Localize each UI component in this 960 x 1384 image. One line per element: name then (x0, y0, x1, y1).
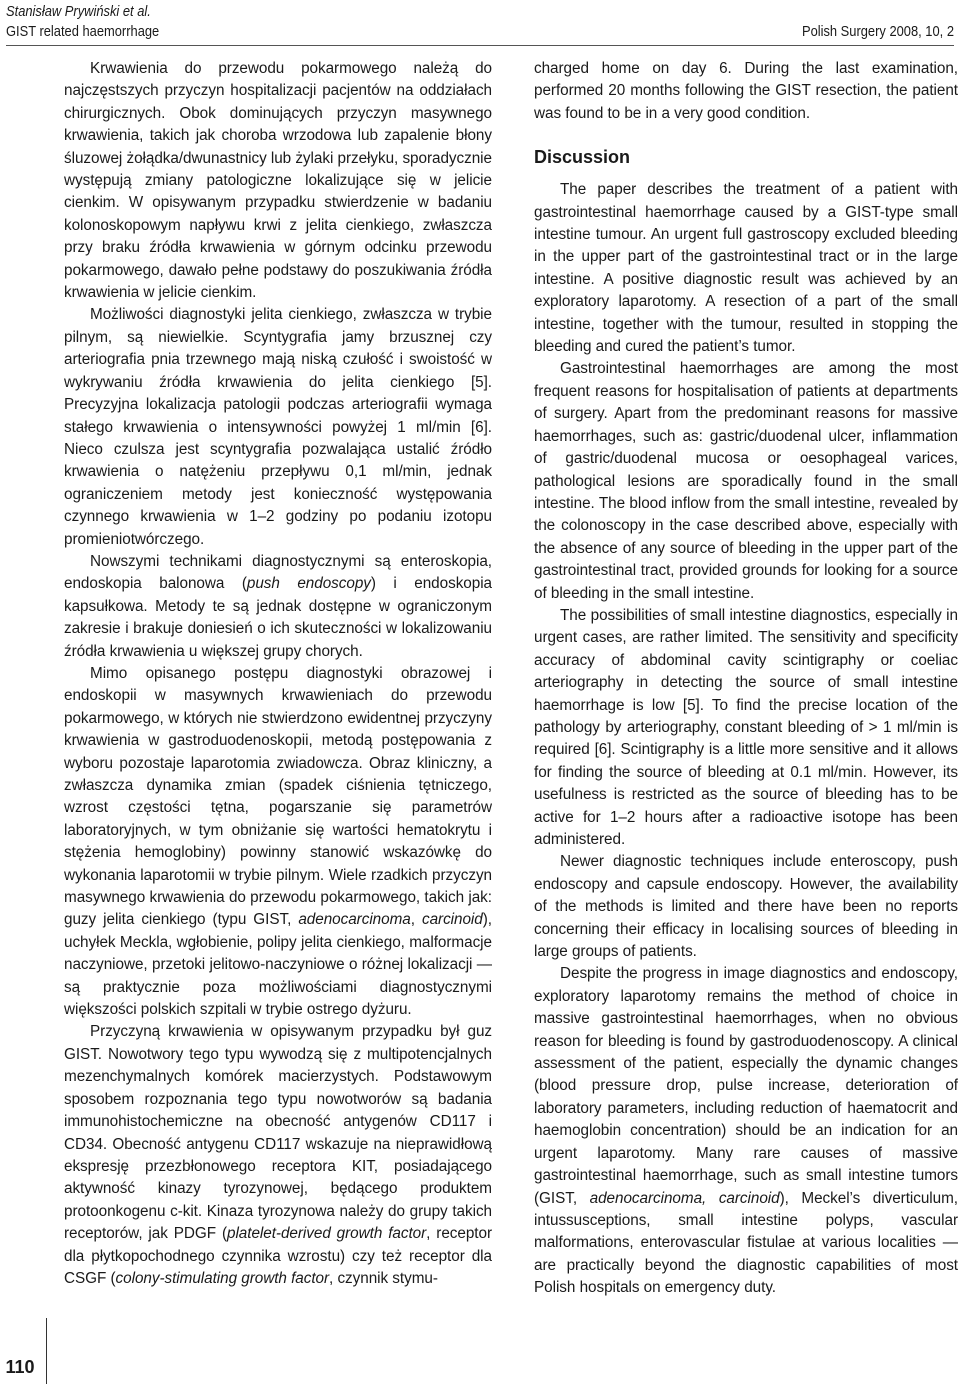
text-run: ), uchyłek Meckla, wgłobienie, polipy jelita cienkiego, malformacje naczyniowe, przetoki jelitowo-naczyniowe o różnej lokalizacji — są praktycznie poza możliwościami diagnostycznymi większości polskich szpitali w trybie ostrego dyżuru. (64, 911, 492, 1019)
text-run: Mimo opisanego postępu diagnostyki obrazowej i endoskopii w masywnych krwawieniach do przewodu pokarmowego, w których nie stwierdzono ewidentnej przyczyny krwawienia w gastroduodenoskopii, metodą postępowania z wyboru pozostaje laparotomia zwiadowcza. Obraz kliniczny, a zwłaszcza dynamika zmian (spadek ciśnienia tętniczego, wzrost częstości tętna, pogarszanie się parametrów laboratoryjnych, w tym obniżanie się wartości hematokrytu i stężenia hemoglobiny) powinny stanowić wskazówkę do wykonania laparotomii w trybie pilnym. Wiele rzadkich przyczyn masywnego krwawienia do przewodu pokarmowego, takich jak: guzy jelita cienkiego (typu GIST, (64, 664, 492, 929)
text-run: , receptor dla płytkopochodnego czynnika wzrostu) czy też receptor dla CSGF ( (64, 1225, 492, 1287)
text-run (706, 1190, 719, 1207)
section-heading-discussion: Discussion (534, 147, 631, 168)
header-title: GIST related haemorrhage (6, 23, 160, 40)
text-run: charged home on day 6. During the last examination, performed 20 months following the GIST resection, the patient was found to be in a very good condition. (534, 60, 958, 122)
header-journal: Polish Surgery 2008, 10, 2 (801, 23, 954, 40)
text-run: , czynnik stymu- (329, 1269, 438, 1287)
text-run: Krwawienia do przewodu pokarmowego należą do najczęstszych przyczyn hospitalizacji pacjentów na oddziałach chirurgicznych. Obok dominujących przyczyn masywnego krwawienia, takich jak choroba wrzodowa lub zapalenie błony śluzowej żołądka/dwunastnicy lub żylaki przełyku, sporadycznie występują zmiany patologiczne lokalizujące się w jelicie cienkim. W opisywanym przypadku stwierdzenie w badaniu kolonoskopowym napływu krwi z jelita cienkiego, zwłaszcza przy braku źródła krwawienia w górnym odcinku przewodu pokarmowego, dawało pełne podstawy do poszukiwania źródła krwawienia w jelicie cienkim. (64, 60, 492, 302)
running-header-left (6, 2, 350, 42)
paragraph (64, 1021, 492, 1290)
text-run: Gastrointestinal haemorrhages are among the most frequent reasons for hospitalisation of patients at departments of surgery. Apart from the predominant reasons for massive haemorrhages, such as: gastric/duodenal ulcer, inflammation of gastric/duodenal mucosa or oesophageal varices, pathological lesions are sporadically found in the small intestine. The blood inflow from the small intestine, revealed by the colonoscopy in the case described above, especially with the absence of any source of bleeding in the upper part of the gastrointestinal tract, provided grounds for looking for a source of bleeding in the small intestine. (534, 360, 958, 602)
paragraph (534, 358, 958, 604)
paragraph (534, 851, 958, 963)
italic-text-run: platelet-derived growth factor (226, 1225, 427, 1243)
text-run: Możliwości diagnostyki jelita cienkiego, zwłaszcza w trybie pilnym, są niewielkie. Scyntygrafia jamy brzusznej czy arteriografia pnia trzewnego mają niską czułość i swoistość w wykrywaniu źródła krwawienia do jelita cienkiego [5]. Precyzyjna lokalizacja patologii podczas arteriografii wymaga stałego krwawienia o intensywności powyżej 1 ml/min [6]. Nieco czulsza jest scyntygrafia pozwalająca ustalić źródło krwawienia o natężeniu przepływu 0,1 ml/min, jednak ograniczeniem metody jest konieczność występowania czynnego krwawienia w 1–2 godziny po podaniu izotopu promieniotwórczego. (64, 306, 492, 548)
paragraph (64, 304, 492, 550)
paragraph (64, 663, 492, 1022)
right-column (534, 58, 958, 1384)
text-run: The possibilities of small intestine diagnostics, especially in urgent cases, are rather limited. The sensitivity and specificity accuracy of abdominal cavity scintigraphy or coeliac arteriography in detecting the source of small intestine haemorrhage is low [5]. To find the precise location of the pathology by arteriography, constant bleeding of > 1 ml/min is required [6]. Scintigraphy is a little more sensitive and it allows for finding the source of bleeding at 0.1 ml/min. However, its usefulness is restricted as the source of bleeding has to be active for 1–2 hours after a radioactive isotope has been administered. (534, 606, 958, 848)
margin-rule (46, 1318, 47, 1384)
header-rule (6, 45, 954, 46)
text-run: Newer diagnostic techniques include enteroscopy, push endoscopy and capsule endoscopy. However, the availability of the methods is limited and there have been no reports concerning their efficacy in localising sources of bleeding in large groups of patients. (534, 853, 958, 961)
text-run: Nowszymi technikami diagnostycznymi są enteroskopia, endoskopia balonowa ( (64, 552, 492, 593)
text-run: Despite the progress in image diagnostics and endoscopy, exploratory laparotomy remains the method of choice in massive gastrointestinal haemorrhages, when no obvious reason for bleeding is found by gastroduodenoscopy. A clinical assessment of the patient, especially the dynamic changes (blood pressure drop, pulse increase, deterioration of laboratory parameters, including reduction of haematocrit and haemoglobin concentration) should be an indication for an urgent laparotomy. Many rare causes of massive gastrointestinal haemorrhage, such as small intestine tumors (GIST, (534, 965, 958, 1207)
text-run: The paper describes the treatment of a patient with gastrointestinal haemorrhage caused by a GIST-type small intestine tumour. An urgent full gastroscopy excluded bleeding in the upper part of the gastrointestinal tract or in the large intestine. A positive diagnostic result was achieved by an exploratory laparotomy. A resection of a part of the small intestine, together with the tumour, resulted in stopping the bleeding and cured the patient’s tumor. (534, 181, 958, 356)
text-run: ), Meckel’s diverticulum, intussusceptions, small intestine polyps, vascular malformations, enterovascular fistulae at various localities — are practically beyond the diagnostic capabilities of most Polish hospitals on emergency duty. (534, 1189, 958, 1297)
italic-text-run: carcinoid (421, 911, 483, 929)
italic-text-run: adenocarcinoma, (589, 1189, 707, 1207)
text-run: , (410, 911, 422, 929)
paragraph (534, 605, 958, 851)
left-column (64, 58, 492, 1384)
paragraph (534, 58, 958, 125)
right-column-body (534, 179, 958, 1299)
italic-text-run: colony-stimulating growth factor (115, 1269, 330, 1287)
text-run: Przyczyną krwawienia w opisywanym przypadku był guz GIST. Nowotwory tego typu wywodzą się z multipotencjalnych mezenchymalnych komórek macierzystych. Podstawowym sposobem rozpoznania tego typu nowotworów są badania immunohistochemiczne na obecność antygenów CD117 i CD34. Obecność antygenu CD117 wskazuje na nieprawidłową ekspresję przezbłonowego receptora KIT, posiadającego aktywność kinazy tyrozynowej, będącego produktem protoonkogenu c-kit. Kinaza tyrozynowa należy do grupy takich receptorów, jak PDGF ( (64, 1023, 492, 1243)
page-number: 110 (5, 1357, 35, 1377)
italic-text-run: adenocarcinoma (298, 911, 411, 929)
paragraph (534, 963, 958, 1299)
text-run: ) i endoskopia kapsułkowa. Metody te są jednak dostępne w ograniczonym zakresie i brakuje doniesień o ich skuteczności w lokalizowaniu źródła krwawienia u większej grupy chorych. (64, 575, 492, 660)
italic-text-run: carcinoid (718, 1189, 780, 1207)
right-column-intro (534, 58, 958, 125)
left-column-body (64, 58, 492, 1290)
italic-text-run: push endoscopy (246, 575, 371, 593)
paragraph (64, 551, 492, 663)
header-author: Stanisław Prywiński et al. (6, 3, 151, 20)
paragraph (64, 58, 492, 304)
paragraph (534, 179, 958, 358)
